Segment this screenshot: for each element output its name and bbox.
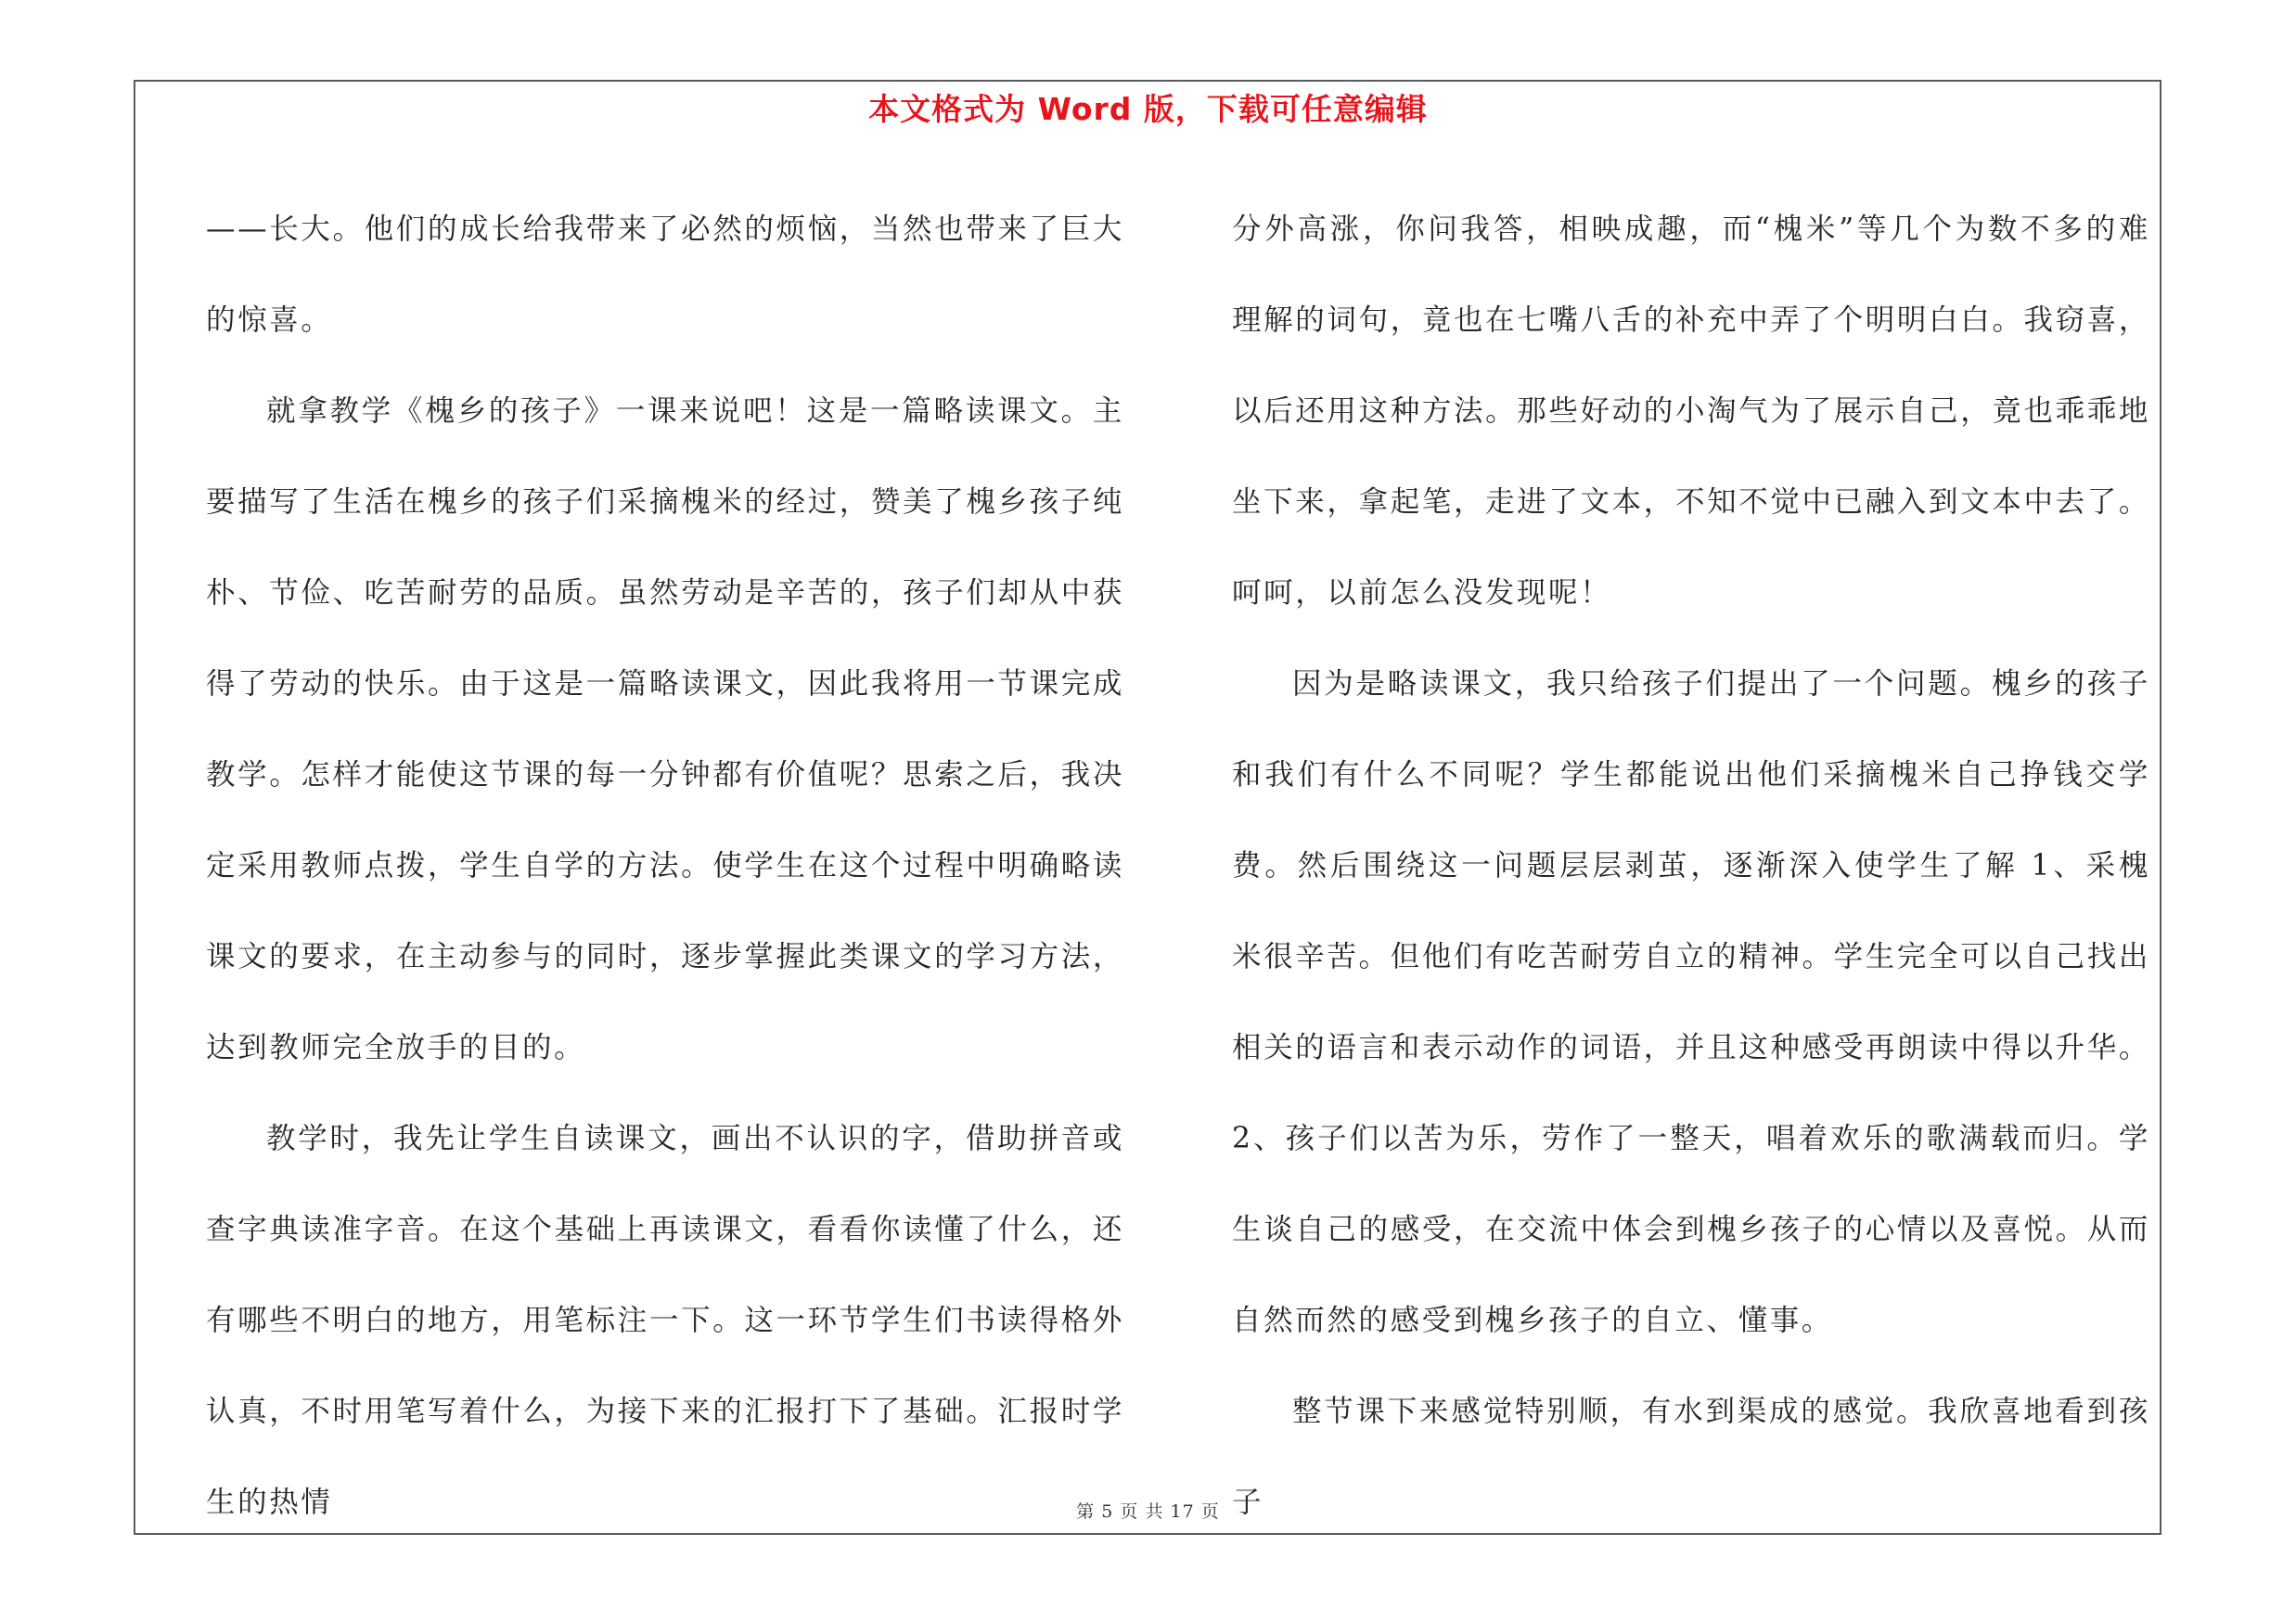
paragraph: 教学时，我先让学生自读课文，画出不认识的字，借助拼音或查字典读准字音。在这个基础上再读课文，看看你读懂了什么，还有哪些不明白的地方，用笔标注一下。这一环节学生们书读得格外认真，不时用笔写着什么，为接下来的汇报打下了基础。汇报时学生的热情 bbox=[206, 1122, 1124, 1519]
right-column bbox=[1232, 184, 2150, 1548]
left-column bbox=[206, 184, 1124, 1548]
paragraph: ——长大。他们的成长给我带来了必然的烦恼，当然也带来了巨大的惊喜。 bbox=[206, 213, 1124, 337]
paragraph: 整节课下来感觉特别顺，有水到渠成的感觉。我欣喜地看到孩子 bbox=[1232, 1395, 2150, 1519]
paragraph: 分外高涨，你问我答，相映成趣，而“槐米”等几个为数不多的难理解的词句，竟也在七嘴八舌的补充中弄了个明明白白。我窃喜，以后还用这种方法。那些好动的小淘气为了展示自己，竟也乖乖地坐下来，拿起笔，走进了文本，不知不觉中已融入到文本中去了。呵呵，以前怎么没发现呢！ bbox=[1232, 213, 2150, 610]
header-banner: 本文格式为 Word 版，下载可任意编辑 bbox=[868, 91, 1428, 127]
paragraph: 因为是略读课文，我只给孩子们提出了一个问题。槐乡的孩子和我们有什么不同呢？学生都能说出他们采摘槐米自己挣钱交学费。然后围绕这一问题层层剥茧，逐渐深入使学生了解 1、采槐米很辛苦。但他们有吃苦耐劳自立的精神。学生完全可以自己找出相关的语言和表示动作的词语，并且这种感受再朗读中得以升华。2、孩子们以苦为乐，劳作了一整天，唱着欢乐的歌满载而归。学生谈自己的感受，在交流中体会到槐乡孩子的心情以及喜悦。从而自然而然的感受到槐乡孩子的自立、懂事。 bbox=[1232, 667, 2150, 1337]
page-footer: 第 5 页 共 17 页 bbox=[1076, 1501, 1220, 1522]
paragraph: 就拿教学《槐乡的孩子》一课来说吧！这是一篇略读课文。主要描写了生活在槐乡的孩子们采摘槐米的经过，赞美了槐乡孩子纯朴、节俭、吃苦耐劳的品质。虽然劳动是辛苦的，孩子们却从中获得了劳动的快乐。由于这是一篇略读课文，因此我将用一节课完成教学。怎样才能使这节课的每一分钟都有价值呢？思索之后，我决定采用教师点拨，学生自学的方法。使学生在这个过程中明确略读课文的要求，在主动参与的同时，逐步掌握此类课文的学习方法，达到教师完全放手的目的。 bbox=[206, 394, 1124, 1064]
